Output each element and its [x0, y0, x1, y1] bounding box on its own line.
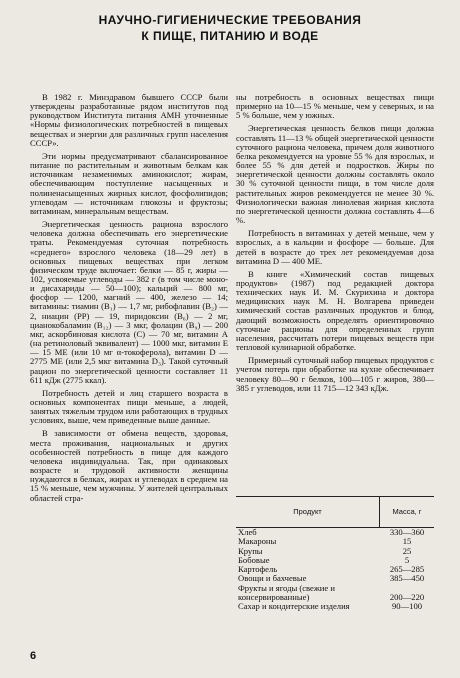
paragraph: ны потребность в основных веществах пищи примерно на 10—15 % меньше, чем у северных, и на 5 % больше, чем у южных.: [236, 92, 434, 121]
paragraph: Потребность детей и лиц старшего возраста в основных компонентах пищи меньше, а людей, занятых тяжелым трудом или работающих в трудных условиях, выше, чем приведенные выше данные.: [30, 387, 228, 426]
header-mass: Масса, г: [392, 507, 422, 517]
cell-product: Овощи и бахчевые: [238, 573, 307, 584]
table-row: [236, 584, 434, 603]
cell-mass: 90—100: [391, 601, 423, 612]
paragraph: В зависимости от обмена веществ, здоровья, места проживания, национальных и других особенностей потребность в пище для каждого человека индивидуальна. Так, при одинаковых возрасте и трудовой активности женщины нуждаются в белках, жирах и углеводах в среднем на 15 % меньше, чем мужчины. У жителей центральных областей стра-: [30, 428, 228, 503]
cell-mass: 200—220: [389, 592, 425, 603]
cell-mass: 385—450: [389, 573, 425, 584]
page-title-line-2: К ПИЩЕ, ПИТАНИЮ И ВОДЕ: [141, 29, 319, 43]
cell-product: Макароны: [238, 536, 277, 547]
table-row: [236, 602, 434, 611]
header-product: Продукт: [236, 497, 380, 527]
cell-mass: 265—285: [389, 564, 425, 575]
page-number: 6: [30, 650, 37, 662]
cell-product: Картофель: [238, 564, 278, 575]
cell-mass: 25: [402, 545, 412, 556]
cell-mass: 15: [402, 536, 412, 547]
cell-product: Крупы: [238, 545, 263, 556]
paragraph: В 1982 г. Минздравом бывшего СССР были утверждены разработанные рядом институтов под руководством Института питания АМН уточненные «Нормы физиологических потребностей в пищевых веществах и энергии для различных групп населения СССР».: [30, 92, 228, 148]
right-column: [236, 93, 434, 397]
paragraph: В книге «Химический состав пищевых продуктов» (1987) под редакцией доктора технических наук И. М. Скурихина и доктора медицинских наук М. Н. Волгарева приведен химический состав различных продуктов и блюд, дающий возможность определять ориентировочно суточные рационы для определенных групп населения, рассчитать потери пищевых веществ при тепловой кулинарной обработке.: [236, 268, 434, 353]
cell-mass: 330—360: [389, 527, 425, 537]
page-title-line-1: НАУЧНО-ГИГИЕНИЧЕСКИЕ ТРЕБОВАНИЯ: [98, 13, 362, 27]
cell-product: Бобовые: [238, 554, 270, 565]
cell-mass: 5: [404, 554, 410, 565]
cell-product: Хлеб: [238, 527, 257, 537]
cell-product: Фрукты и ягоды (свежие и консервированные): [238, 582, 335, 603]
paragraph: Примерный суточный набор пищевых продуктов с учетом потерь при обработке на кухне обеспечивает человеку 80—90 г белков, 100—105 г жиров, 380—385 г углеводов, или 11 715—12 343 кДж.: [236, 355, 434, 393]
cell-product: Сахар и кондитерские изделия: [238, 601, 350, 612]
paragraph: Потребность в витаминах у детей меньше, чем у взрослых, а в кальции и фосфоре — больше. Для детей в возрасте до трех лет рекомендуемая доза витамина D — 400 МЕ.: [236, 228, 434, 266]
paragraph: Энергетическая ценность белков пищи должна составлять 11—13 % общей энергетической ценности суточного рациона человека, причем доля животного белка рекомендуется на уровне 55 % для взрослых, и более 55 % для детей и подростков. Жиры по энергетической ценности должны составлять около 30 % суточной ценности пищи, в том числе доля растительных жиров рекомендуется не менее 30 %. Физиологически важная линолевая жирная кислота по энергетической ценности должна составлять 4—6 %.: [236, 123, 434, 226]
left-column: [30, 93, 228, 507]
paragraph: Эти нормы предусматривают сбалансированное питание по растительным и животным белкам как источникам незаменимых аминокислот; жирам, обеспечивающим поступление насыщенных и полиненасыщенных жирных кислот, фосфолипидов; углеводам — источникам глюкозы и фруктозы; витаминам, минеральным веществам.: [30, 150, 228, 216]
table-header: [236, 497, 434, 528]
paragraph: Энергетическая ценность рациона взрослого человека должна обеспечивать его энергетические траты. Рекомендуемая суточная потребность «среднего» взрослого человека (18—29 лет) в основных пищевых веществах при легком физическом труде включает: белки — 85 г, жиры — 102, усвояемые углеводы — 382 г (в том числе моно- и дисахариды — 50—100); кальций — 800 мг, фосфор — 1200, магний — 400, железо — 14; витамины: тиамин (B₁) — 1,7 мг, рибофлавин (B₂) — 2, ниацин (PP) — 19, пиридоксин (B₆) — 2 мг, цианокобаламин (B₁₂) — 3 мкг, фолацин (B₉) — 200 мкг, аскорбиновая кислота (C) — 70 мг, витамин A (на ретиноловый эквивалент) — 1000 мкг, витамин E — 15 МЕ (или 10 мг α-токоферола), витамин D — 2775 МЕ (или 2,5 мкг витамина D₃). Такой суточный рацион по энергетической ценности составляет 11 611 кДж (2775 ккал).: [30, 219, 228, 385]
food-set-table: [236, 496, 434, 612]
